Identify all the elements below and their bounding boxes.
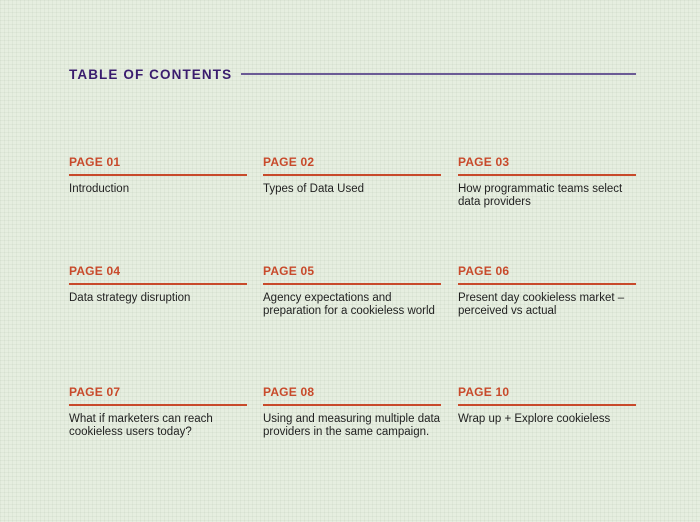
section-title: Data strategy disruption bbox=[69, 292, 191, 304]
toc-entry-8[interactable] bbox=[263, 385, 441, 439]
toc-title: TABLE OF CONTENTS bbox=[69, 66, 233, 82]
toc-entry-9[interactable] bbox=[458, 385, 636, 426]
toc-header bbox=[69, 64, 636, 84]
toc-entry-7[interactable] bbox=[69, 385, 247, 439]
page-number: PAGE 08 bbox=[263, 385, 441, 406]
page-number: PAGE 05 bbox=[263, 264, 441, 285]
section-title: Using and measuring multiple data providers in the same campaign. bbox=[263, 413, 441, 438]
section-title: Types of Data Used bbox=[263, 183, 364, 195]
page-number: PAGE 01 bbox=[69, 155, 247, 176]
toc-entry-3[interactable] bbox=[458, 155, 636, 209]
page-number: PAGE 04 bbox=[69, 264, 247, 285]
page-number: PAGE 06 bbox=[458, 264, 636, 285]
page-number: PAGE 07 bbox=[69, 385, 247, 406]
page-number: PAGE 02 bbox=[263, 155, 441, 176]
section-title: Introduction bbox=[69, 183, 130, 195]
section-title: Wrap up + Explore cookieless bbox=[458, 413, 611, 425]
section-title: Present day cookieless market – perceived vs actual bbox=[458, 292, 625, 317]
page-number: PAGE 03 bbox=[458, 155, 636, 176]
header-divider bbox=[241, 73, 636, 75]
toc-entry-1[interactable] bbox=[69, 155, 247, 196]
page-number: PAGE 10 bbox=[458, 385, 636, 406]
section-title: Agency expectations and preparation for a cookieless world bbox=[263, 292, 435, 317]
toc-entry-6[interactable] bbox=[458, 264, 636, 318]
toc-entry-2[interactable] bbox=[263, 155, 441, 196]
toc-entry-5[interactable] bbox=[263, 264, 441, 318]
toc-entry-4[interactable] bbox=[69, 264, 247, 305]
section-title: What if marketers can reach cookieless users today? bbox=[69, 413, 213, 438]
section-title: How programmatic teams select data providers bbox=[458, 183, 623, 208]
